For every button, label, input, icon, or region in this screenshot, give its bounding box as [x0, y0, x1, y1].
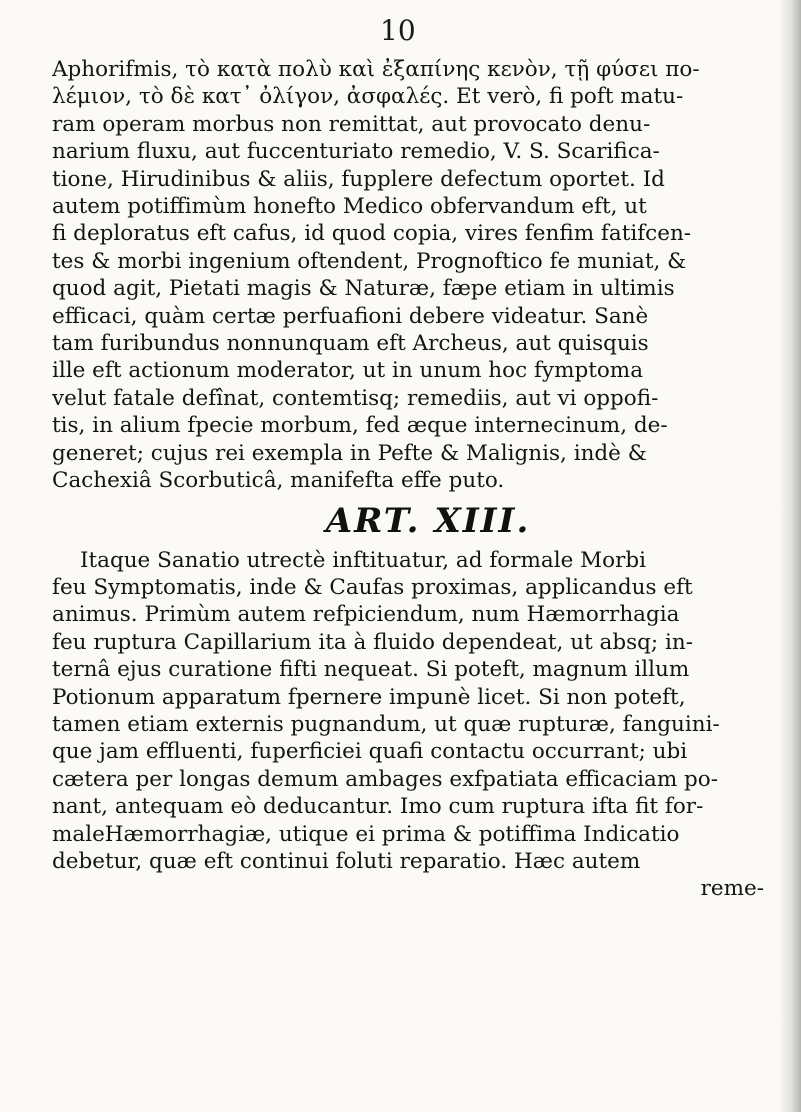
text-line: Itaque Sanatio utrectè inftituatur, ad formale Morbi — [80, 547, 647, 573]
text-line: Cachexiâ Scorbuticâ, manifefta effe puto. — [52, 468, 505, 494]
text-line: autem potiffimùm honefto Medico obfervandum eft, ut — [52, 194, 647, 220]
text-line: narium fluxu, aut fuccenturiato remedio, V. S. Scarifica- — [52, 139, 660, 165]
text-line: maleHæmorrhagiæ, utique ei prima & potiffima Indicatio — [52, 821, 680, 847]
paragraph-sanatio — [52, 547, 794, 903]
text-line: generet; cujus rei exempla in Pefte & Malignis, indè & — [52, 440, 647, 466]
text-line: debetur, quæ eft continui foluti reparatio. Hæc autem — [52, 848, 641, 874]
text-line: Potionum apparatum fpernere impunè licet. Si non poteft, — [52, 684, 686, 710]
text-line: que jam effluenti, fuperficiei quafi contactu occurrant; ubi — [52, 739, 688, 765]
text-line: nant, antequam eò deducantur. Imo cum ruptura ifta fit for- — [52, 794, 704, 820]
text-line: tione, Hirudinibus & aliis, fupplere defectum oportet. Id — [52, 166, 665, 192]
text-line: efficaci, quàm certæ perfuafioni debere videatur. Sanè — [52, 303, 649, 329]
text-line: animus. Primùm autem refpiciendum, num Hæmorrhagia — [52, 602, 680, 628]
text-line: tam furibundus nonnunquam eft Archeus, aut quisquis — [52, 331, 649, 357]
text-line: cætera per longas demum ambages exfpatiata efficaciam po- — [52, 766, 719, 792]
text-line: tamen etiam externis pugnandum, ut quæ rupturæ, fanguini- — [52, 711, 720, 737]
catchword: reme- — [700, 876, 764, 902]
text-line: ille eft actionum moderator, ut in unum hoc fymptoma — [52, 358, 644, 384]
text-line: tis, in alium fpecie morbum, fed æque internecinum, de- — [52, 413, 668, 439]
text-line: Aphorifmis, τὸ κατὰ πολὺ καὶ ἐξαπίνης κενὸν, τῇ φύσει πο- — [52, 57, 700, 82]
text-line: feu ruptura Capillarium ita à fluido dependeat, ut absq; in- — [52, 629, 693, 655]
text-line: ternâ ejus curatione fifti nequeat. Si poteft, magnum illum — [52, 657, 690, 683]
text-line: λέμιον, τὸ δὲ κατ᾽ ὀλίγον, ἀσφαλές. Et verò, fi poft matu- — [52, 84, 684, 110]
text-line: fi deploratus eft cafus, id quod copia, vires fenfim fatifcen- — [52, 221, 692, 247]
page-number: 10 — [380, 14, 416, 47]
text-line: tes & morbi ingenium oftendent, Prognoftico fe muniat, & — [52, 248, 687, 274]
text-line: ram operam morbus non remittat, aut provocato denu- — [52, 111, 651, 137]
text-line: feu Symptomatis, inde & Caufas proximas, applicandus eft — [52, 574, 693, 600]
text-line: quod agit, Pietati magis & Naturæ, fæpe etiam in ultimis — [52, 276, 675, 302]
main-text-block — [52, 56, 794, 903]
text-line: velut fatale defînat, contemtisq; remediis, aut vi oppofi- — [52, 385, 659, 411]
article-heading: ART. XIII. — [325, 500, 531, 541]
paragraph-aphorisms — [52, 56, 794, 495]
